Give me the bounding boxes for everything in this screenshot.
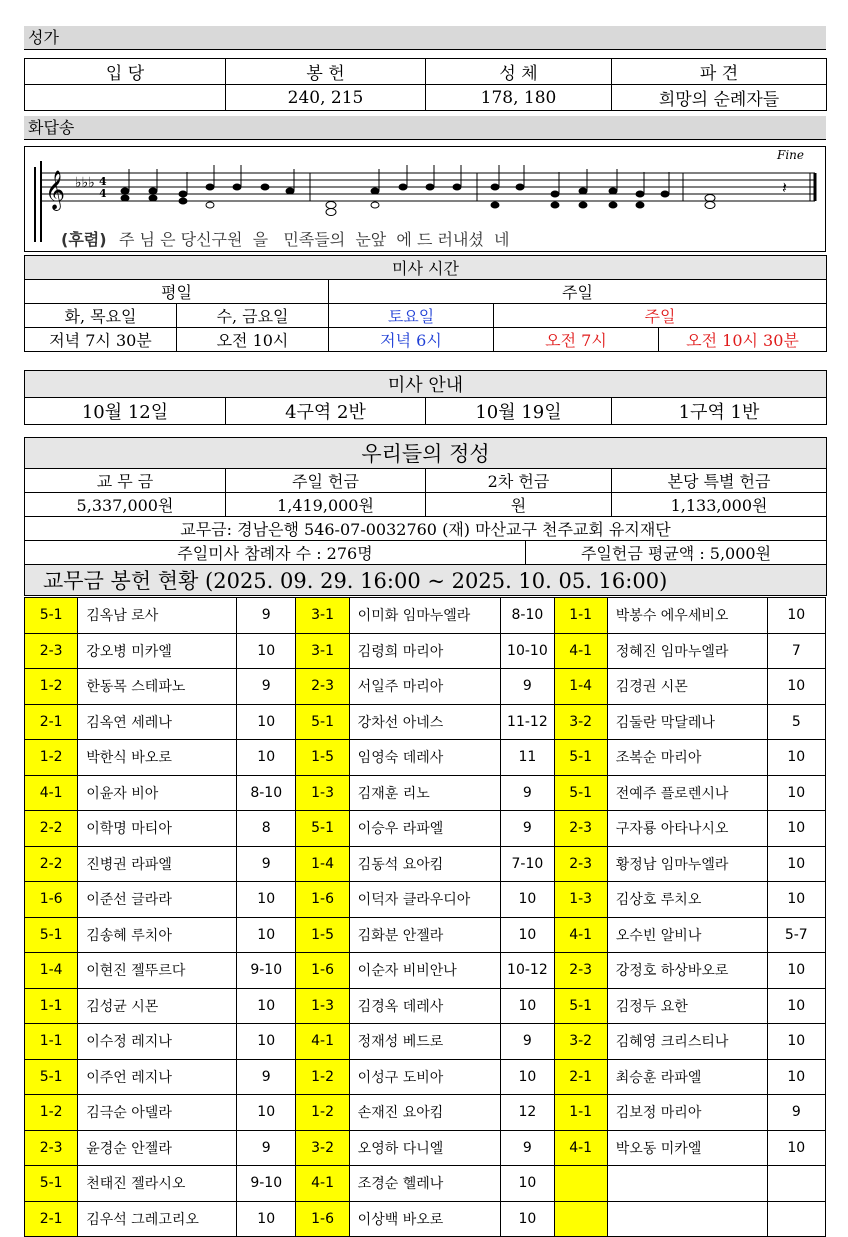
district-cell: 5-1 (25, 1166, 78, 1202)
donor-amount-cell: 10 (237, 882, 296, 918)
donor-name-cell: 이승우 라파엘 (349, 811, 501, 847)
donor-amount-cell: 10 (501, 1059, 554, 1095)
donor-amount-cell: 5-7 (767, 917, 825, 953)
donor-name-cell (607, 1201, 767, 1237)
mass-time-saturday: 저녁 6시 (329, 328, 494, 352)
district-cell: 2-1 (554, 1059, 607, 1095)
donor-amount-cell: 10 (767, 775, 825, 811)
donor-amount-cell: 10 (501, 1201, 554, 1237)
donor-name-cell: 김령희 마리아 (349, 633, 501, 669)
donor-name-cell: 김정두 요한 (607, 988, 767, 1024)
donor-amount-cell: 9 (237, 846, 296, 882)
donor-amount-cell: 10 (767, 882, 825, 918)
svg-text:4: 4 (99, 187, 107, 200)
donor-name-cell: 김성균 시몬 (78, 988, 237, 1024)
donor-name-cell: 오영하 다니엘 (349, 1130, 501, 1166)
donor-amount-cell: 8 (237, 811, 296, 847)
district-cell: 1-2 (25, 669, 78, 705)
hymn-value: 희망의 순례자들 (612, 85, 827, 111)
offering-value: 1,419,000원 (226, 493, 426, 517)
donor-name-cell: 김화분 안젤라 (349, 917, 501, 953)
district-cell: 4-1 (296, 1024, 349, 1060)
district-cell: 1-6 (296, 1201, 349, 1237)
donor-name-cell: 김보정 마리아 (607, 1095, 767, 1131)
treble-clef-icon: 𝄞 (45, 170, 66, 210)
donor-name-cell: 이성구 도비아 (349, 1059, 501, 1095)
donor-amount-cell: 10 (767, 669, 825, 705)
donor-amount-cell: 9 (237, 669, 296, 705)
mass-times-table (24, 255, 827, 352)
donor-name-cell: 이상백 바오로 (349, 1201, 501, 1237)
svg-text:♭♭♭: ♭♭♭ (75, 175, 95, 191)
offering-header: 본당 특별 헌금 (612, 469, 827, 493)
donor-name-cell: 오수빈 알비나 (607, 917, 767, 953)
donor-amount-cell: 9 (237, 1130, 296, 1166)
mass-time-sunday: 오전 10시 30분 (659, 328, 827, 352)
table-row (25, 1059, 826, 1095)
table-row (25, 1201, 826, 1237)
table-row (25, 1130, 826, 1166)
mass-time: 오전 10시 (177, 328, 329, 352)
donor-name-cell: 정혜진 임마누엘라 (607, 633, 767, 669)
donor-name-cell: 김우석 그레고리오 (78, 1201, 237, 1237)
mass-day-saturday: 토요일 (329, 304, 494, 328)
donor-amount-cell: 10-10 (501, 633, 554, 669)
district-cell: 4-1 (554, 633, 607, 669)
district-cell: 1-3 (296, 775, 349, 811)
donor-name-cell: 김경권 시몬 (607, 669, 767, 705)
hymn-section-title: 성가 (24, 26, 826, 50)
donor-amount-cell: 10 (237, 1201, 296, 1237)
donor-name-cell: 강정호 하상바오로 (607, 953, 767, 989)
donor-name-cell: 황정남 임마누엘라 (607, 846, 767, 882)
hymn-header: 입 당 (25, 59, 226, 85)
table-row (25, 704, 826, 740)
donor-name-cell: 김경옥 데레사 (349, 988, 501, 1024)
donor-name-cell: 이미화 임마누엘라 (349, 598, 501, 634)
hymn-header: 봉 헌 (226, 59, 426, 85)
table-row (25, 811, 826, 847)
district-cell: 5-1 (25, 917, 78, 953)
district-cell: 1-4 (25, 953, 78, 989)
donor-amount-cell: 10 (767, 740, 825, 776)
donor-amount-cell: 8-10 (237, 775, 296, 811)
district-cell: 1-1 (25, 988, 78, 1024)
donor-amount-cell: 10-12 (501, 953, 554, 989)
donor-name-cell: 이수정 레지나 (78, 1024, 237, 1060)
donor-amount-cell: 9 (501, 1130, 554, 1166)
donor-name-cell: 박봉수 에우세비오 (607, 598, 767, 634)
offering-header: 2차 헌금 (426, 469, 612, 493)
donor-amount-cell: 10 (237, 633, 296, 669)
offering-value: 5,337,000원 (25, 493, 226, 517)
district-cell: 5-1 (296, 704, 349, 740)
district-cell: 1-4 (296, 846, 349, 882)
district-cell: 1-6 (25, 882, 78, 918)
district-cell: 5-1 (554, 775, 607, 811)
table-row (25, 917, 826, 953)
donor-name-cell: 한동목 스테파노 (78, 669, 237, 705)
district-cell: 1-1 (25, 1024, 78, 1060)
donor-name-cell: 김극순 아델라 (78, 1095, 237, 1131)
district-cell: 4-1 (554, 1130, 607, 1166)
donor-amount-cell: 10 (501, 988, 554, 1024)
svg-text:4: 4 (99, 175, 107, 188)
donor-amount-cell: 10 (767, 811, 825, 847)
donor-name-cell: 김송혜 루치아 (78, 917, 237, 953)
music-score (24, 146, 826, 252)
table-row (25, 669, 826, 705)
district-cell: 2-2 (25, 846, 78, 882)
donor-amount-cell: 7-10 (501, 846, 554, 882)
psalm-lyrics: 주 님 은 당신구원 을 민족들의 눈앞 에 드 러내셨 네 (119, 230, 510, 249)
donor-name-cell: 이주언 레지나 (78, 1059, 237, 1095)
psalm-section-title: 화답송 (24, 116, 826, 140)
donor-name-cell: 서일주 마리아 (349, 669, 501, 705)
offering-title: 우리들의 정성 (25, 438, 827, 469)
mass-day: 화, 목요일 (25, 304, 177, 328)
donor-name-cell: 김옥남 로사 (78, 598, 237, 634)
music-staff (25, 147, 825, 251)
donor-amount-cell: 9 (501, 811, 554, 847)
donor-amount-cell: 10 (237, 917, 296, 953)
district-cell: 1-2 (296, 1095, 349, 1131)
donor-amount-cell: 9 (501, 1024, 554, 1060)
donor-table (24, 597, 826, 1237)
donor-name-cell: 강오병 미카엘 (78, 633, 237, 669)
donor-amount-cell: 10 (237, 740, 296, 776)
hymn-table (24, 58, 827, 111)
donor-amount-cell: 10 (767, 988, 825, 1024)
donor-name-cell: 김둘란 막달레나 (607, 704, 767, 740)
district-cell: 5-1 (554, 988, 607, 1024)
donor-name-cell: 김동석 요아킴 (349, 846, 501, 882)
donor-name-cell: 전예주 플로렌시나 (607, 775, 767, 811)
donor-amount-cell: 5 (767, 704, 825, 740)
table-row (25, 1024, 826, 1060)
district-cell: 2-2 (25, 811, 78, 847)
donor-name-cell: 이윤자 비아 (78, 775, 237, 811)
hymn-value: 178, 180 (426, 85, 612, 111)
donor-amount-cell: 12 (501, 1095, 554, 1131)
district-cell: 2-1 (25, 704, 78, 740)
hymn-header: 파 견 (612, 59, 827, 85)
mass-day-sunday: 주일 (494, 304, 827, 328)
sunday-label: 주일 (329, 280, 827, 304)
table-row (25, 1095, 826, 1131)
donor-amount-cell: 10 (501, 1166, 554, 1202)
district-cell: 5-1 (554, 740, 607, 776)
donor-amount-cell (767, 1201, 825, 1237)
district-cell: 1-4 (554, 669, 607, 705)
district-cell: 2-3 (554, 811, 607, 847)
offering-value: 원 (426, 493, 612, 517)
table-row (25, 988, 826, 1024)
donor-amount-cell: 9 (767, 1095, 825, 1131)
donor-name-cell: 구자룡 아타나시오 (607, 811, 767, 847)
donor-amount-cell: 9 (501, 775, 554, 811)
table-row (25, 740, 826, 776)
mass-guide-group: 4구역 2반 (226, 398, 426, 425)
donor-amount-cell: 9 (501, 669, 554, 705)
district-cell: 1-3 (554, 882, 607, 918)
donor-name-cell: 천태진 젤라시오 (78, 1166, 237, 1202)
district-cell: 3-2 (296, 1130, 349, 1166)
account-info: 교무금: 경남은행 546-07-0032760 (재) 마산교구 천주교회 유지재단 (25, 517, 827, 541)
district-cell: 4-1 (554, 917, 607, 953)
donor-amount-cell: 7 (767, 633, 825, 669)
district-cell: 1-5 (296, 740, 349, 776)
donor-amount-cell: 10 (501, 882, 554, 918)
district-cell: 4-1 (296, 1166, 349, 1202)
donor-amount-cell: 10 (767, 1059, 825, 1095)
donor-amount-cell: 10 (767, 846, 825, 882)
district-cell: 3-2 (554, 1024, 607, 1060)
donor-name-cell: 이순자 비비안나 (349, 953, 501, 989)
mass-time: 저녁 7시 30분 (25, 328, 177, 352)
donor-name-cell: 진병권 라파엘 (78, 846, 237, 882)
donor-amount-cell: 9 (237, 1059, 296, 1095)
mass-guide-date: 10월 19일 (426, 398, 612, 425)
donor-amount-cell: 10 (767, 1130, 825, 1166)
donor-name-cell: 박한식 바오로 (78, 740, 237, 776)
district-cell: 2-3 (554, 953, 607, 989)
district-cell: 5-1 (296, 811, 349, 847)
donor-name-cell: 최승훈 라파엘 (607, 1059, 767, 1095)
mass-time-sunday: 오전 7시 (494, 328, 659, 352)
offering-value: 1,133,000원 (612, 493, 827, 517)
donor-amount-cell: 10 (501, 917, 554, 953)
donor-name-cell (607, 1166, 767, 1202)
donor-name-cell: 임영숙 데레사 (349, 740, 501, 776)
donor-amount-cell: 10 (237, 704, 296, 740)
donor-name-cell: 박오동 미카엘 (607, 1130, 767, 1166)
district-cell: 1-1 (554, 1095, 607, 1131)
donor-name-cell: 김재훈 리노 (349, 775, 501, 811)
donor-name-cell: 조경순 헬레나 (349, 1166, 501, 1202)
district-cell: 2-3 (296, 669, 349, 705)
district-cell: 3-1 (296, 598, 349, 634)
donor-name-cell: 이현진 젤뚜르다 (78, 953, 237, 989)
district-cell: 3-1 (296, 633, 349, 669)
mass-guide-group: 1구역 1반 (612, 398, 827, 425)
district-cell: 4-1 (25, 775, 78, 811)
table-row (25, 598, 826, 634)
offering-header: 교 무 금 (25, 469, 226, 493)
donor-amount-cell: 11 (501, 740, 554, 776)
donor-name-cell: 정재성 베드로 (349, 1024, 501, 1060)
donor-amount-cell: 9-10 (237, 953, 296, 989)
district-cell: 2-3 (25, 1130, 78, 1166)
status-title: 교무금 봉헌 현황 (2025. 09. 29. 16:00 ~ 2025. 10. 05. 16:00) (25, 565, 827, 596)
donor-name-cell: 손재진 요아킴 (349, 1095, 501, 1131)
donor-name-cell: 김상호 루치오 (607, 882, 767, 918)
district-cell: 1-2 (296, 1059, 349, 1095)
district-cell: 2-3 (554, 846, 607, 882)
donor-amount-cell: 9-10 (237, 1166, 296, 1202)
donor-name-cell: 김옥연 세레나 (78, 704, 237, 740)
table-row (25, 633, 826, 669)
mass-guide-date: 10월 12일 (25, 398, 226, 425)
district-cell: 2-1 (25, 1201, 78, 1237)
donor-amount-cell: 10 (767, 1024, 825, 1060)
donor-name-cell: 이학명 마티아 (78, 811, 237, 847)
district-cell: 2-3 (25, 633, 78, 669)
district-cell: 5-1 (25, 598, 78, 634)
district-cell: 1-2 (25, 1095, 78, 1131)
refrain-label: (후렴) (61, 230, 107, 249)
district-cell: 1-5 (296, 917, 349, 953)
donor-name-cell: 강차선 아네스 (349, 704, 501, 740)
donor-amount-cell: 10 (237, 988, 296, 1024)
offering-table (24, 437, 827, 596)
district-cell (554, 1201, 607, 1237)
hymn-header: 성 체 (426, 59, 612, 85)
mass-day: 수, 금요일 (177, 304, 329, 328)
offering-average: 주일헌금 평균액 : 5,000원 (526, 541, 827, 565)
donor-name-cell: 이덕자 클라우디아 (349, 882, 501, 918)
district-cell: 1-2 (25, 740, 78, 776)
donor-amount-cell (767, 1166, 825, 1202)
donor-amount-cell: 10 (767, 953, 825, 989)
fine-marking: Fine (777, 148, 804, 162)
district-cell: 1-6 (296, 953, 349, 989)
donor-amount-cell: 9 (237, 598, 296, 634)
donor-name-cell: 조복순 마리아 (607, 740, 767, 776)
donor-amount-cell: 10 (767, 598, 825, 634)
table-row (25, 846, 826, 882)
table-row (25, 953, 826, 989)
donor-name-cell: 김혜영 크리스티나 (607, 1024, 767, 1060)
weekday-label: 평일 (25, 280, 329, 304)
attendance-count: 주일미사 참례자 수 : 276명 (25, 541, 526, 565)
mass-guide-table (24, 370, 827, 425)
table-row (25, 775, 826, 811)
hymn-value (25, 85, 226, 111)
donor-amount-cell: 10 (237, 1024, 296, 1060)
donor-amount-cell: 11-12 (501, 704, 554, 740)
mass-guide-title: 미사 안내 (25, 371, 827, 398)
donor-name-cell: 이준선 글라라 (78, 882, 237, 918)
donor-amount-cell: 8-10 (501, 598, 554, 634)
district-cell: 1-3 (296, 988, 349, 1024)
district-cell: 1-6 (296, 882, 349, 918)
table-row (25, 1166, 826, 1202)
donor-name-cell: 윤경순 안젤라 (78, 1130, 237, 1166)
district-cell: 1-1 (554, 598, 607, 634)
hymn-value: 240, 215 (226, 85, 426, 111)
svg-text:𝄽: 𝄽 (782, 178, 787, 197)
offering-header: 주일 헌금 (226, 469, 426, 493)
district-cell (554, 1166, 607, 1202)
table-row (25, 882, 826, 918)
donor-amount-cell: 10 (237, 1095, 296, 1131)
district-cell: 3-2 (554, 704, 607, 740)
district-cell: 5-1 (25, 1059, 78, 1095)
mass-times-title: 미사 시간 (25, 256, 827, 280)
